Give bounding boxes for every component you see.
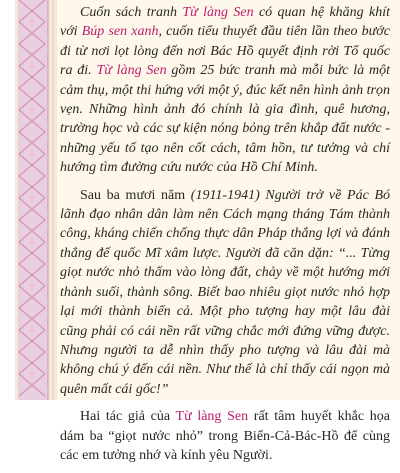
text-run: Sau ba mươi năm [80,187,191,203]
lotus-border-decoration [15,0,57,400]
book-title-text: Từ làng Sen [96,63,167,79]
body-text [60,3,390,473]
text-run: Hai tác giả của [80,409,176,425]
text-run: Cuốn sách tranh [80,5,183,20]
paragraph-2 [60,186,390,399]
text-run: (1911-1941) [190,187,260,203]
book-title-text: Búp sen xanh [81,24,159,40]
book-page [15,0,400,463]
paragraph-3 [60,407,390,465]
text-run: gồm 25 bức tranh mà mỗi bức là một cảm thụ, một thi hứng với một ý, đúc kết nên hình ảnh trọn vẹn. Những hình ảnh đó chính là gia đình, quê hương, trường học và các sự kiện nóng bỏng trên khắp đất nước - những yếu tố tạo nên cốt cách, tâm hồn, tư tưởng và chí hướng tìm đường cứu nước của Hồ Chí Minh. [60,63,390,176]
text-run: rất tâm huyết khắc họa dám ba “giọt nước nhỏ” trong Biển-Cả-Bác-Hồ để cùng các em tưởng nhớ và kính yêu Người. [60,409,390,463]
text-run: Người trở về Pác Bó lãnh đạo nhân dân làm nên Cách mạng tháng Tám thành công, kháng chiến chống thực dân Pháp thắng lợi và đánh thắng đế quốc Mĩ xâm lược. Người đã căn dặn: “... Từng giọt nước nhỏ thấm vào lòng đất, chảy về một hướng mới thành suối, thành sông. Biết bao nhiêu giọt nước nhỏ hợp lại mới thành biển cả. Một pho tượng hay một lâu đài cũng phải có cái nền rất vững chắc mới đứng vững được. Nhưng người ta dễ nhìn thấy pho tượng và lâu đài mà không chú ý đến cái nền. Như thế là chỉ thấy cái ngọn mà quên mất cái gốc!” [60,187,391,397]
text-run: có quan hệ khăng khít với [60,5,391,40]
book-title-text: Từ làng Sen [182,5,254,20]
paragraph-1 [60,3,390,178]
text-run: , cuốn tiểu thuyết đầu tiên lần theo bước đi từ nơi lọt lòng đến nơi Bác Hồ quyết định rời Tổ quốc ra đi. [60,24,390,79]
book-title-text: Từ làng Sen [175,409,249,425]
